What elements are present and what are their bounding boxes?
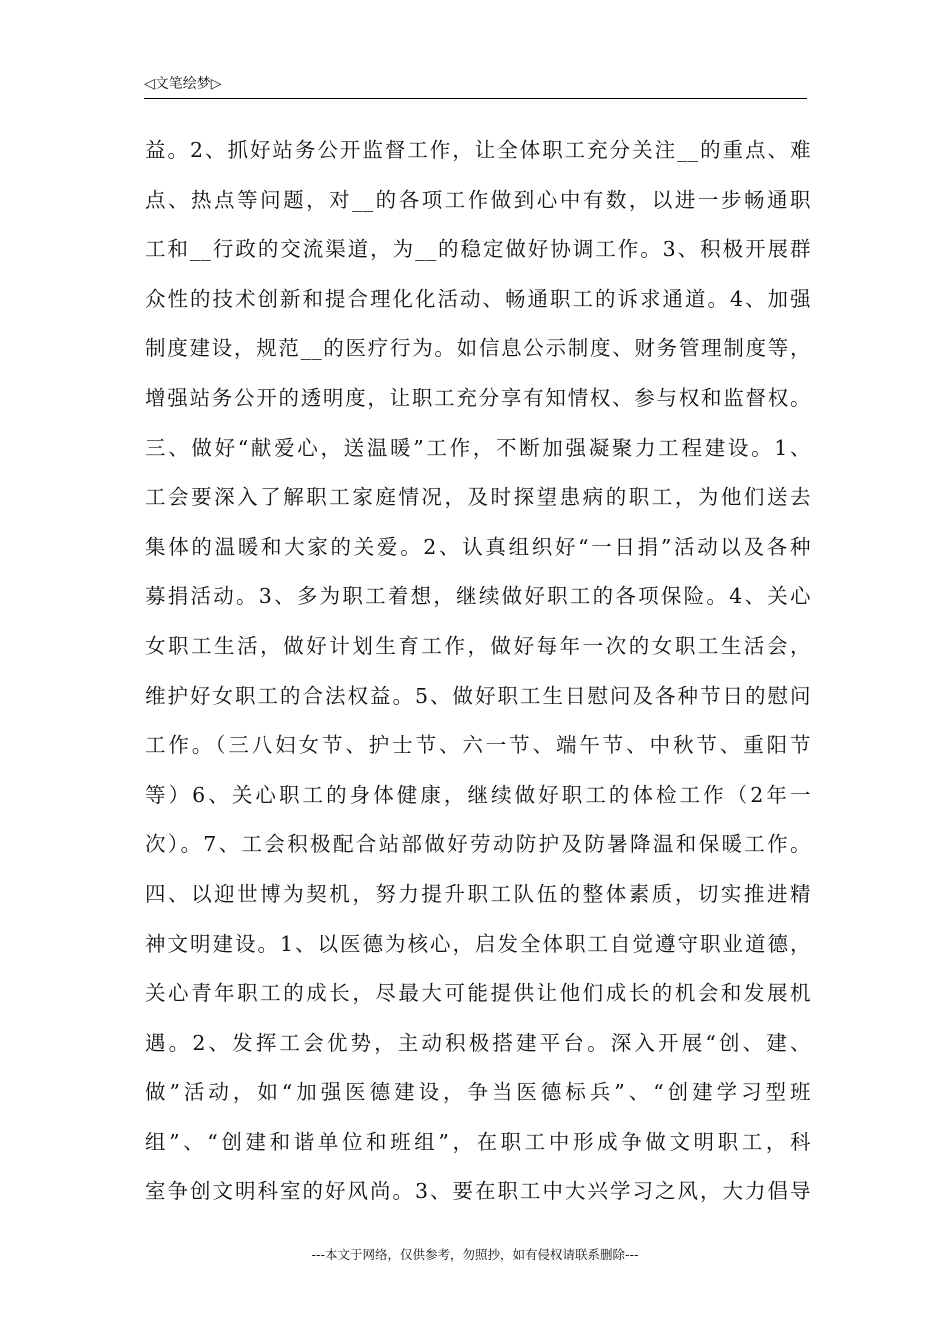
- body-line: 遇。2、发挥工会优势，主动积极搭建平台。深入开展“创、建、: [145, 1030, 811, 1055]
- body-line: 等）6、关心职工的身体健康，继续做好职工的体检工作（2年一: [145, 782, 811, 807]
- body-line: 募捐活动。3、多为职工着想，继续做好职工的各项保险。4、关心: [145, 584, 811, 609]
- body-line: 室争创文明科室的好风尚。3、要在职工中大兴学习之风，大力倡导: [145, 1179, 811, 1204]
- body-line: 集体的温暖和大家的关爱。2、认真组织好“一日捐”活动以及各种: [145, 534, 811, 559]
- header-title: ◁文笔绘梦▷: [144, 76, 222, 92]
- body-line: 三、做好“献爱心，送温暖”工作，不断加强凝聚力工程建设。1、: [145, 435, 811, 460]
- body-line: 组”、“创建和谐单位和班组”，在职工中形成争做文明职工，科: [145, 1129, 811, 1154]
- body-line: 神文明建设。1、以医德为核心，启发全体职工自觉遵守职业道德，: [145, 931, 811, 956]
- body-line: 关心青年职工的成长，尽最大可能提供让他们成长的机会和发展机: [145, 981, 811, 1006]
- body-line: 维护好女职工的合法权益。5、做好职工生日慰问及各种节日的慰问: [145, 683, 811, 708]
- body-line: 女职工生活，做好计划生育工作，做好每年一次的女职工生活会，: [145, 633, 811, 658]
- body-line: 益。2、抓好站务公开监督工作，让全体职工充分关注__的重点、难: [145, 138, 811, 162]
- body-line: 工会要深入了解职工家庭情况，及时探望患病的职工，为他们送去: [145, 485, 811, 510]
- body-line: 增强站务公开的透明度，让职工充分享有知情权、参与权和监督权。: [145, 385, 811, 410]
- body-line: 制度建设，规范__的医疗行为。如信息公示制度、财务管理制度等，: [145, 336, 811, 361]
- body-line: 工和__行政的交流渠道，为__的稳定做好协调工作。3、积极开展群: [145, 237, 811, 262]
- body-line: 点、热点等问题，对__的各项工作做到心中有数，以进一步畅通职: [145, 187, 811, 212]
- body-line: 次）。7、工会积极配合站部做好劳动防护及防暑降温和保暖工作。: [145, 832, 811, 857]
- body-line: 做”活动，如“加强医德建设，争当医德标兵”、“创建学习型班: [145, 1080, 811, 1105]
- page-footer: ---本文于网络，仅供参考，勿照抄，如有侵权请联系删除---: [311, 1247, 639, 1262]
- body-line: 工作。（三八妇女节、护士节、六一节、端午节、中秋节、重阳节: [145, 733, 811, 758]
- document-body: [145, 126, 811, 1217]
- page-header: [144, 74, 807, 99]
- body-line: 众性的技术创新和提合理化化活动、畅通职工的诉求通道。4、加强: [145, 286, 811, 311]
- body-line: 四、以迎世博为契机，努力提升职工队伍的整体素质，切实推进精: [145, 881, 811, 906]
